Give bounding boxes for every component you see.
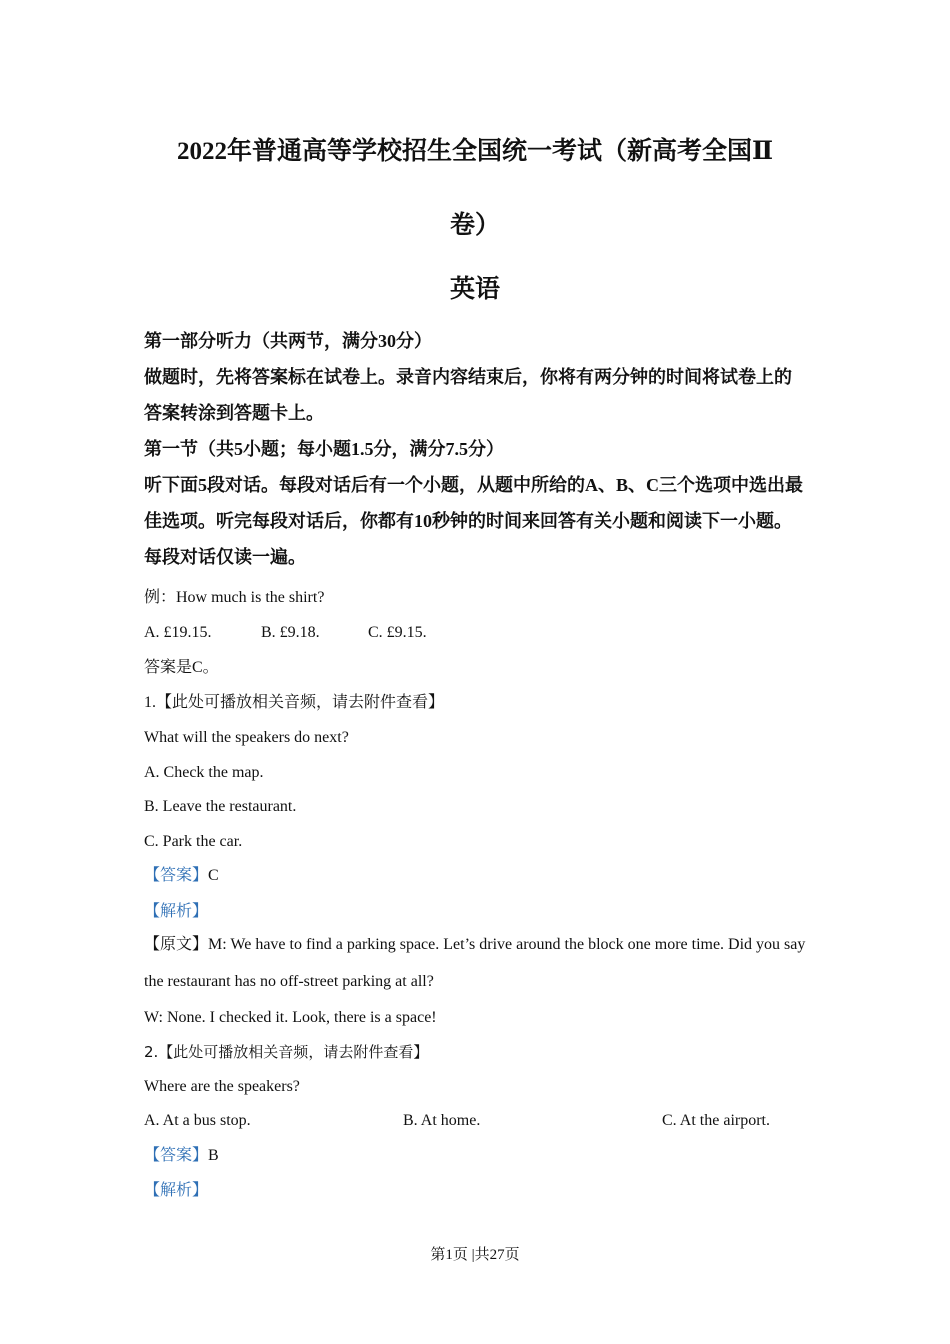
subject-title: 英语 <box>449 276 500 303</box>
example-options <box>144 622 806 644</box>
q1-transcript-reply: W: None. I checked it. Look, there is a space! <box>144 1009 437 1026</box>
q2-option-c: C. At the airport. <box>662 1112 770 1129</box>
q2-option-b: B. At home. <box>403 1112 481 1129</box>
example-option-c: C. £9.15. <box>368 624 427 641</box>
q1-option-c: C. Park the car. <box>144 833 243 850</box>
q1-question: What will the speakers do next? <box>144 729 349 746</box>
q1-answer <box>144 865 219 887</box>
exam-title-line2: 卷） <box>449 212 500 239</box>
q1-transcript-label: 【原文】 <box>144 936 209 953</box>
page-footer: 第1页 |共27页 <box>430 1247 520 1263</box>
part1-heading: 第一部分听力（共两节，满分30分） <box>144 331 432 351</box>
q1-answer-value: C <box>208 867 219 884</box>
q1-audio-note: 1.【此处可播放相关音频，请去附件查看】 <box>144 694 445 711</box>
q1-option-a: A. Check the map. <box>144 764 264 781</box>
q2-analysis-label: 【解析】 <box>144 1182 209 1199</box>
q1-analysis-label: 【解析】 <box>144 903 209 920</box>
example-option-a: A. £19.15. <box>144 624 212 641</box>
example-question: 例：How much is the shirt? <box>144 589 325 606</box>
q2-options <box>144 1110 806 1132</box>
q2-answer <box>144 1145 219 1167</box>
exam-title-line1: 2022年普通高等学校招生全国统一考试（新高考全国Ⅱ <box>176 138 774 165</box>
section1-instruction: 听下面5段对话。每段对话后有一个小题，从题中所给的A、B、C三个选项中选出最佳选项。听完每段对话后，你都有10秒钟的时间来回答有关小题和阅读下一小题。每段对话仅读一遍。 <box>144 475 804 567</box>
q2-option-a: A. At a bus stop. <box>144 1112 251 1129</box>
q1-answer-label: 【答案】 <box>144 867 209 884</box>
part1-instruction: 做题时，先将答案标在试卷上。录音内容结束后，你将有两分钟的时间将试卷上的答案转涂到答题卡上。 <box>144 367 792 423</box>
example-answer: 答案是C。 <box>144 659 219 676</box>
q2-answer-value: B <box>208 1147 219 1164</box>
example-option-b: B. £9.18. <box>261 624 320 641</box>
q1-option-b: B. Leave the restaurant. <box>144 798 297 815</box>
q2-question: Where are the speakers? <box>144 1078 300 1095</box>
section1-heading: 第一节（共5小题；每小题1.5分，满分7.5分） <box>144 439 504 459</box>
q1-transcript-text: M: We have to find a parking space. Let’s drive around the block one more time. Did you say the restaurant has no off-street parking at all? <box>144 936 806 990</box>
q1-transcript <box>144 926 806 1000</box>
q2-audio-note: 2.【此处可播放相关音频，请去附件查看】 <box>144 1043 429 1061</box>
q2-answer-label: 【答案】 <box>144 1147 209 1164</box>
part1-instructions <box>144 323 806 575</box>
